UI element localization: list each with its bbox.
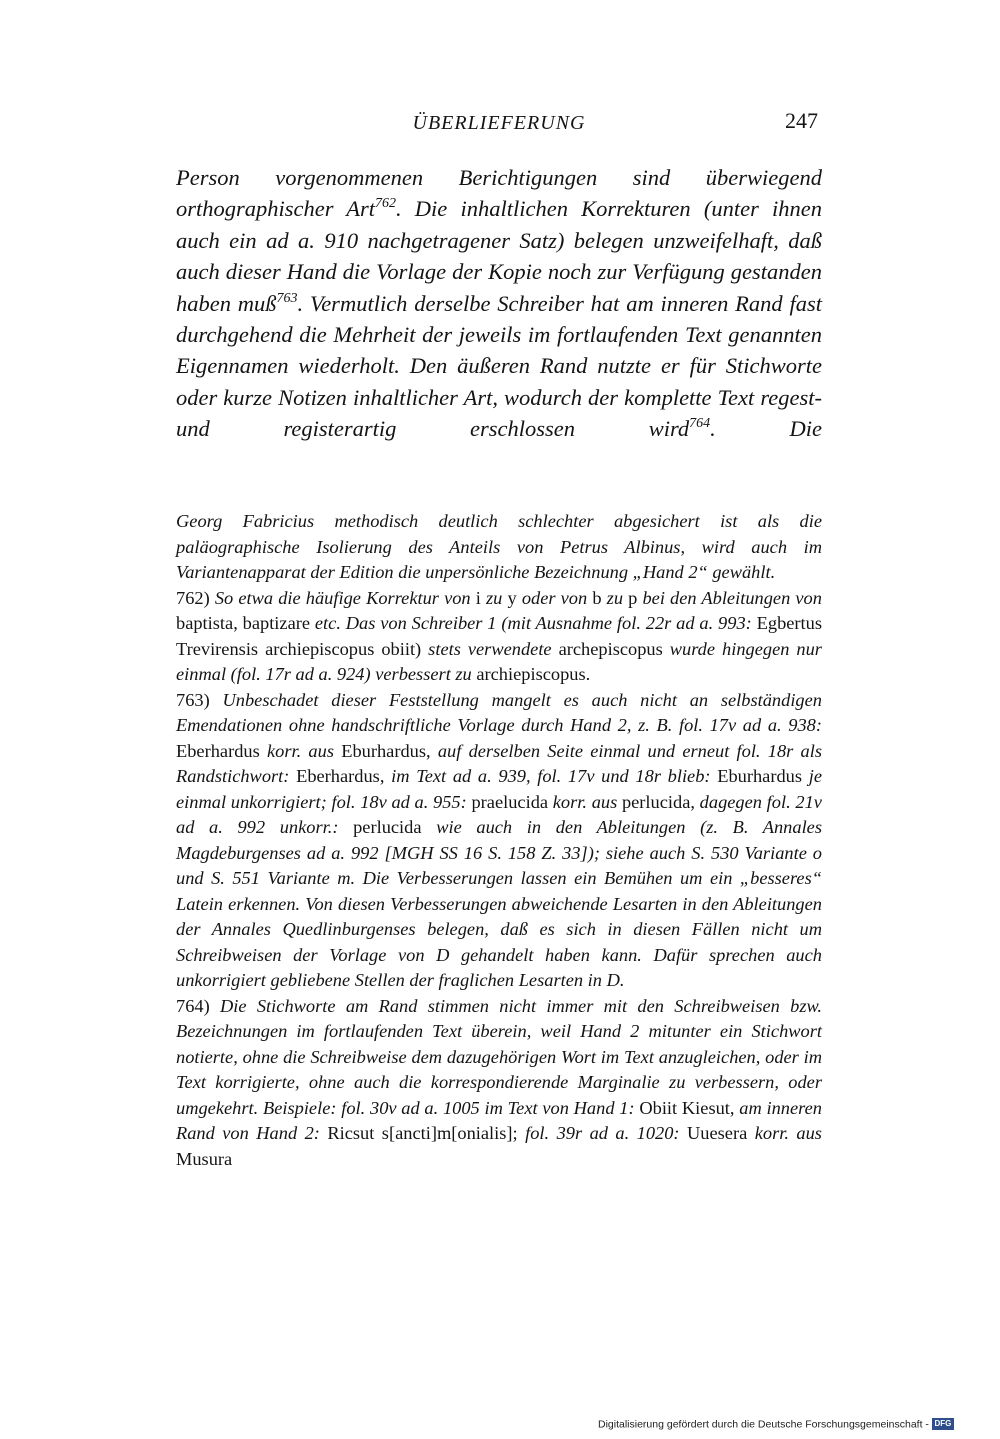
footnote-text: So etwa die häufige Korrektur von <box>214 587 471 608</box>
main-text-part: . Die inhaltlichen Korrekturen (unter ihnen auch ein ad a. 910 nachgetragener Satz) belegen unzweifelhaft, daß auch dieser Hand die Vorlage der Kopie noch zur Verfügung gestanden haben muß <box>176 196 822 316</box>
quoted-latin: praelucida <box>471 791 549 812</box>
quoted-latin: Uuesera <box>687 1123 748 1143</box>
footnote-number: 763) <box>176 689 210 710</box>
main-text-part: . Die <box>710 416 822 442</box>
footnote-ref-764: 764 <box>689 416 711 432</box>
main-text-part: . Vermutlich derselbe Schreiber hat am inneren Rand fast durchgehend die Mehrheit der jeweils im fortlaufenden Text genannten Eigennamen wiederholt. Den äußeren Rand nutzte er für Stichworte oder kurze Notizen inhaltlicher Art, wodurch der komplette Text regest- und registerartig erschlossen wird <box>176 290 822 442</box>
footnote-text: korr. aus <box>266 740 334 761</box>
footnote-text: am inneren Rand von Hand 2: <box>176 1097 822 1143</box>
main-paragraph <box>176 162 822 445</box>
footnote-continuation <box>176 509 822 586</box>
footnote-text: stets verwendete <box>428 638 552 659</box>
main-text-part: Person vorgenommenen Berichtigungen sind überwiegend orthographischer Art <box>176 165 822 222</box>
footnote-number: 764) <box>176 995 210 1016</box>
quoted-latin: Eberhardus <box>176 740 260 761</box>
footnote-763 <box>176 688 822 994</box>
quoted-latin: Ricsut s[ancti]m[onialis]; <box>327 1123 518 1143</box>
quoted-latin: y <box>507 587 517 608</box>
footnote-text: je einmal unkorrigiert; fol. 18v ad a. 955: <box>176 766 822 812</box>
footnote-text: korr. aus <box>754 1123 822 1143</box>
footnote-text: bei den Ableitungen von <box>642 587 822 608</box>
footnote-text: zu <box>606 587 624 608</box>
footnote-text: Unbeschadet dieser Feststellung mangelt es auch nicht an selbständigen Emendationen ohne handschriftliche Vorlage durch Hand 2, z. B. fol. 17v ad a. 938: <box>176 689 822 735</box>
footnote-text: auf derselben Seite einmal und erneut fol. 18r als Randstichwort: <box>176 740 822 786</box>
footnote-text: korr. aus <box>552 791 618 812</box>
quoted-latin: baptista, baptizare <box>176 613 311 633</box>
page-header <box>176 108 822 148</box>
footnote-762 <box>176 586 822 688</box>
quoted-latin: perlucida, <box>621 791 695 812</box>
quoted-latin: archepiscopus <box>558 638 663 659</box>
footnote-text: zu <box>486 587 503 608</box>
footnotes <box>176 509 822 1172</box>
quoted-latin: Egbertus Trevirensis archiepiscopus obiit) <box>176 613 823 659</box>
footnote-text: im Text ad a. 939, fol. 17v und 18r blieb: <box>391 766 711 786</box>
footnote-text: dagegen fol. 21v ad a. 992 unkorr.: <box>176 791 822 837</box>
funding-notice: Digitalisierung gefördert durch die Deutsche Forschungsgemeinschaft - <box>598 1418 929 1431</box>
footnote-text: Georg Fabricius methodisch deutlich schlechter abgesichert ist als die paläographische Isolierung des Anteils von Petrus Albinus, wird auch im Variantenapparat der Edition die unpersönliche Bezeichnung „Hand 2“ gewählt. <box>176 511 822 582</box>
dfg-logo: DFG <box>932 1418 954 1430</box>
footnote-text: Die Stichworte am Rand stimmen nicht immer mit den Schreibweisen bzw. Bezeichnungen im fortlaufenden Text überein, weil Hand 2 mitunter ein Stichwort notierte, ohne die Schreibweise dem dazugehörigen Wort im Text anzugleichen, oder im Text korrigierte, ohne auch die korrespondierende Marginalie zu verbessern, oder umgekehrt. Beispiele: fol. 30v ad a. 1005 im Text von Hand 1: <box>176 995 822 1118</box>
quoted-latin: b <box>592 587 602 608</box>
quoted-latin: p <box>628 587 638 608</box>
quoted-latin: archiepiscopus. <box>476 664 591 684</box>
footnote-ref-762: 762 <box>375 196 397 212</box>
quoted-latin: i <box>475 587 481 608</box>
footnote-text: oder von <box>521 587 588 608</box>
digitization-footer <box>598 1415 954 1431</box>
quoted-latin: Musura <box>176 1148 233 1169</box>
footnote-text: etc. Das von Schreiber 1 (mit Ausnahme fol. 22r ad a. 993: <box>314 613 752 633</box>
running-head: ÜBERLIEFERUNG <box>412 112 586 134</box>
footnote-ref-763: 763 <box>276 290 298 306</box>
footnote-text: fol. 39r ad a. 1020: <box>525 1123 680 1143</box>
main-text <box>176 162 822 445</box>
footnote-764 <box>176 994 822 1173</box>
quoted-latin: perlucida <box>353 817 422 837</box>
footnote-text: wie auch in den Ableitungen (z. B. Annales Magdeburgenses ad a. 992 [MGH SS 16 S. 158 Z. 33]); siehe auch S. 530 Variante o und S. 551 Variante m. Die Verbesserungen lassen ein Bemühen um ein „besseres“ Latein erkennen. Von diesen Verbesserungen abweichende Lesarten in den Ableitungen der Annales Quedlinburgenses belegen, daß es sich in diesen Fällen nicht um Schreibweisen der Vorlage von D gehandelt haben kann. Dafür sprechen auch unkorrigiert gebliebene Stellen der fraglichen Lesarten in D. <box>176 817 822 990</box>
quoted-latin: Obiit Kiesut, <box>639 1097 735 1118</box>
quoted-latin: Eburhardus, <box>341 740 431 761</box>
quoted-latin: Eburhardus <box>717 766 803 786</box>
footnote-text: wurde hingegen nur einmal (fol. 17r ad a. 924) verbessert zu <box>176 638 822 684</box>
page-number: 247 <box>785 108 818 133</box>
quoted-latin: Eberhardus, <box>296 766 385 786</box>
footnote-number: 762) <box>176 587 210 608</box>
